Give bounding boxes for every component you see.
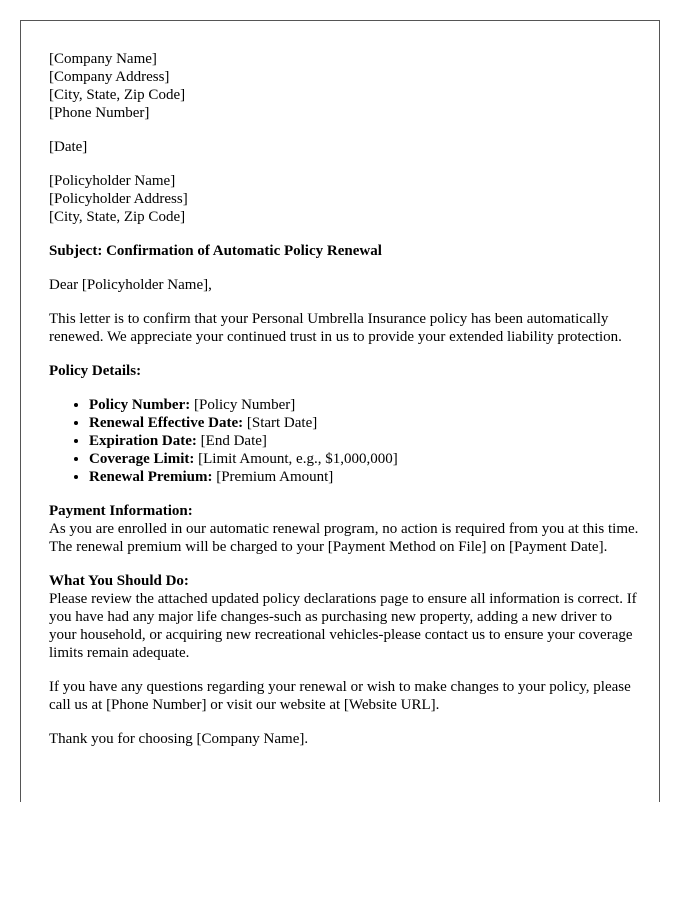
recipient-name: [Policyholder Name] [49,173,176,189]
letter-content [49,50,639,764]
detail-value: [Policy Number] [190,397,296,413]
questions-paragraph: If you have any questions regarding your renewal or wish to make changes to your policy, please call us at [Phone Number] or visit our website at [Website URL]. [49,679,631,713]
what-to-do-heading: What You Should Do: [49,573,189,589]
sender-phone: [Phone Number] [49,105,150,121]
payment-section [49,502,639,556]
detail-value: [Premium Amount] [212,469,334,485]
detail-label: Policy Number: [89,397,191,413]
policy-details-list [49,396,639,486]
detail-label: Expiration Date: [89,433,197,449]
policy-details-heading [49,362,639,380]
letter-page [20,20,660,802]
detail-value: [End Date] [196,433,267,449]
sender-address-block [49,50,639,122]
recipient-address: [Policyholder Address] [49,191,188,207]
detail-label: Renewal Premium: [89,469,213,485]
list-item [89,432,639,450]
sender-company-address: [Company Address] [49,69,170,85]
detail-value: [Start Date] [243,415,318,431]
payment-text: As you are enrolled in our automatic renewal program, no action is required from you at this time. The renewal premium will be charged to your [Payment Method on File] on [Payment Date]. [49,521,639,555]
intro-paragraph: This letter is to confirm that your Personal Umbrella Insurance policy has been automatically renewed. We appreciate your continued trust in us to provide your extended liability protection. [49,311,622,345]
letter-date [49,138,639,156]
recipient-address-block [49,172,639,226]
what-to-do-section [49,572,639,662]
closing-line: Thank you for choosing [Company Name]. [49,731,309,747]
detail-label: Renewal Effective Date: [89,415,244,431]
payment-heading: Payment Information: [49,503,193,519]
what-to-do-text: Please review the attached updated policy declarations page to ensure all information is correct. If you have had any major life changes-such as purchasing new property, adding a new driver to your household, or acquiring new recreational vehicles-please contact us to ensure your coverage limits remain adequate. [49,591,637,661]
list-item [89,396,639,414]
sender-city-state-zip: [City, State, Zip Code] [49,87,186,103]
list-item [89,468,639,486]
sender-company-name: [Company Name] [49,51,157,67]
detail-value: [Limit Amount, e.g., $1,000,000] [194,451,398,467]
list-item [89,414,639,432]
list-item [89,450,639,468]
letter-subject: Subject: Confirmation of Automatic Policy Renewal [49,243,382,259]
recipient-city-state-zip: [City, State, Zip Code] [49,209,186,225]
policy-details-heading-text: Policy Details: [49,363,142,379]
salutation: Dear [Policyholder Name], [49,277,212,293]
detail-label: Coverage Limit: [89,451,195,467]
date-text: [Date] [49,139,88,155]
